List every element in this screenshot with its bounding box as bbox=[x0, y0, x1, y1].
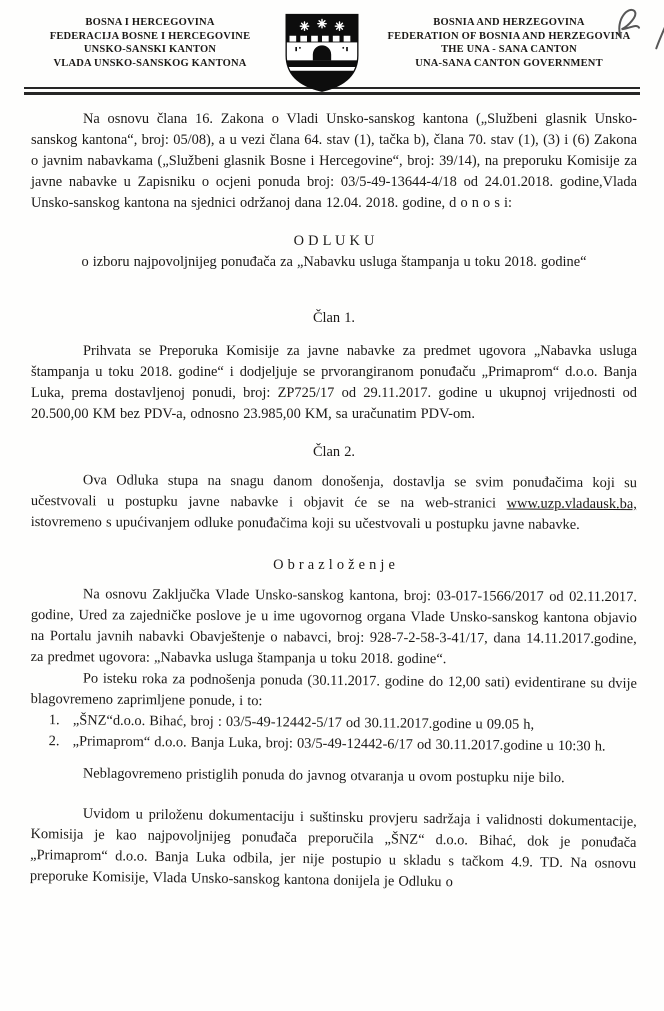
offer-text: „ŠNZ“d.o.o. Bihać, broj : 03/5-49-12442-5/17 od 30.11.2017.godine u 09.05 h, bbox=[72, 712, 535, 733]
letterhead-line: VLADA UNSKO-SANSKOG KANTONA bbox=[53, 57, 247, 69]
offer-text: „Primaprom“ d.o.o. Banja Luka, broj: 03/5-49-12442-6/17 od 30.11.2017.godine u 10:30 h. bbox=[72, 733, 606, 755]
letterhead-line: FEDERACIJA BOSNE I HERCEGOVINE bbox=[49, 30, 251, 42]
article-2-paragraph bbox=[31, 470, 637, 536]
letterhead-line: BOSNIA AND HERZEGOVINA bbox=[433, 17, 585, 28]
letterhead-bosnian-block bbox=[30, 10, 270, 70]
article-2-heading: Član 2. bbox=[312, 444, 356, 460]
article-1-heading: Član 1. bbox=[312, 310, 356, 326]
coat-of-arms bbox=[270, 10, 374, 92]
decision-title: O D L U K U bbox=[293, 233, 375, 249]
letterhead-line: UNA-SANA CANTON GOVERNMENT bbox=[415, 57, 603, 69]
article-2-text-before-link: Ova Odluka stupa na snagu danom donošenja, dostavlja se svim ponuđačima koji su učestvovali u postupku javne nabavke i objavit će se na web-stranici bbox=[30, 472, 637, 512]
rationale-paragraph-3: Neblagovremeno pristiglih ponuda do javnog otvaranja u ovom postupku nije bilo. bbox=[82, 765, 565, 787]
rationale-heading: O b r a z l o ž e n j e bbox=[273, 557, 395, 573]
article-2-text-after-link: istovremeno s upućivanjem odluke ponuđačima koji su učestvovali u postupku javne nabavke. bbox=[30, 513, 580, 533]
letterhead bbox=[0, 0, 664, 84]
intro-paragraph: Na osnovu člana 16. Zakona o Vladi Unsko-sanskog kantona („Službeni glasnik Unsko-sanskog kantona“, broj: 05/08), a u vezi člana 64. stav (1), tačka b), člana 70. stav (1), (3) i (6) Zakona o javnim nabavkama („Službeni glasnik Bosne i Hercegovine“, broj: 39/14), na preporuku Komisije za javne nabavke u Zapisniku o ocjeni ponuda broj: 03/5-49-13644-4/18 od 24.01.2018. godine,Vlada Unsko-sanskog kantona na sjednici održanoj dana 12.04. 2018. godine, d o n o s i: bbox=[31, 111, 637, 211]
rationale-paragraph-2: Po isteku roka za podnošenja ponuda (30.11.2017. godine do 12,00 sati) evidentirane su dvije blagovremeno zaprimljene ponude, i to: bbox=[30, 670, 637, 710]
document-body bbox=[0, 95, 664, 891]
una-sana-canton-coat-of-arms-icon bbox=[280, 12, 364, 92]
decision-subtitle: o izboru najpovoljnijeg ponuđača za „Nabavku usluga štampanja u toku 2018. godine“ bbox=[81, 254, 587, 270]
letterhead-line: THE UNA - SANA CANTON bbox=[441, 44, 577, 55]
offer-number: 1. bbox=[48, 712, 60, 729]
letterhead-line: FEDERATION OF BOSNIA AND HERZEGOVINA bbox=[387, 30, 631, 42]
rationale-paragraph-1: Na osnovu Zaključka Vlade Unsko-sanskog kantona, broj: 03-017-1566/2017 od 02.11.2017. godine, Ured za zajedničke poslove je u ime ugovornog organa Vlade Unsko-sanskog kantona objavio na Portalu javnih nabavki Obavještenje o nabavci, broj: 928-7-2-58-3-41/17, dana 14.11.2017.godine, za predmet ugovora: „Nabavka usluga štampanja u toku 2018. godine“. bbox=[30, 586, 637, 668]
website-url: www.uzp.vladausk.ba, bbox=[506, 495, 637, 513]
letterhead-line: BOSNA I HERCEGOVINA bbox=[85, 17, 215, 28]
letterhead-line: UNSKO-SANSKI KANTON bbox=[83, 44, 217, 55]
offers-list bbox=[31, 710, 637, 758]
offer-item bbox=[31, 731, 637, 758]
offer-number: 2. bbox=[48, 733, 60, 750]
handwritten-ink-mark-icon bbox=[603, 0, 664, 59]
rationale-paragraph-4: Uvidom u priloženu dokumentaciju i suštinsku provjeru sadržaja i validnosti dokumentacije, Komisija je kao najpovoljnijeg ponuđača preporučila „ŠNZ“ d.o.o. Bihać, dok je ponuđača „Primaprom“ d.o.o. Banja Luka odbila, jer nije postupio u skladu s tačkom 4.9. TD. Na osnovu preporuke Komisije, Vlada Unsko-sanskog kantona donijela je Odluku o bbox=[29, 805, 637, 891]
article-1-paragraph: Prihvata se Preporuka Komisije za javne nabavke za predmet ugovora „Nabavka usluga štampanja u toku 2018. godine“ i dodjeljuje se prvorangiranom ponuđaču „Primaprom“ d.o.o. Banja Luka, prema dostavljenoj ponudi, broj: ZP725/17 od 29.11.2017. godine u ukupnoj vrijednosti od 20.500,00 KM bez PDV-a, odnosno 23.985,00 KM, sa uračunatim PDV-om. bbox=[31, 343, 637, 422]
